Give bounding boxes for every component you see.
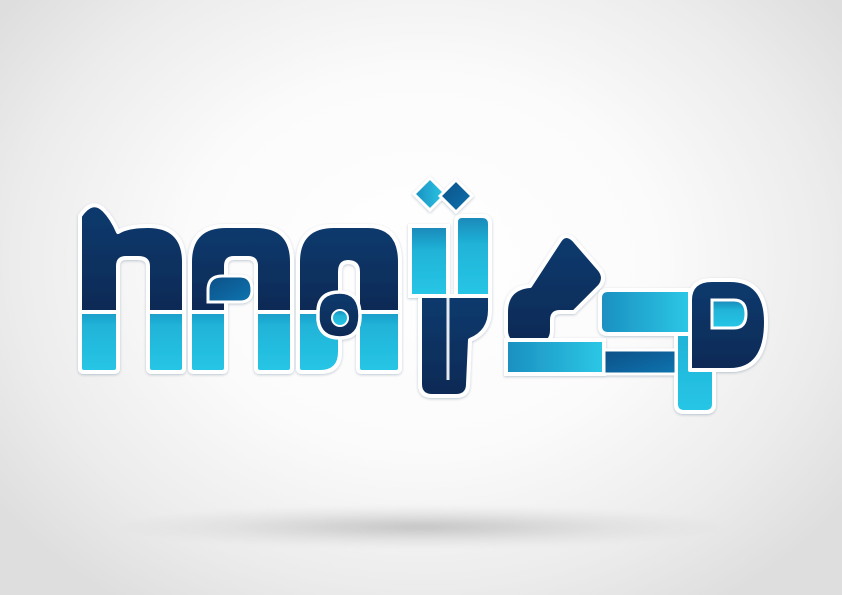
glyph-5: [506, 236, 604, 374]
glyph-4: [410, 178, 490, 396]
glyph-2: [190, 226, 292, 372]
glyph-1: [80, 205, 184, 372]
glyph-group: [80, 178, 766, 412]
glyph-6: [600, 280, 766, 412]
glyph-3: [298, 226, 400, 372]
